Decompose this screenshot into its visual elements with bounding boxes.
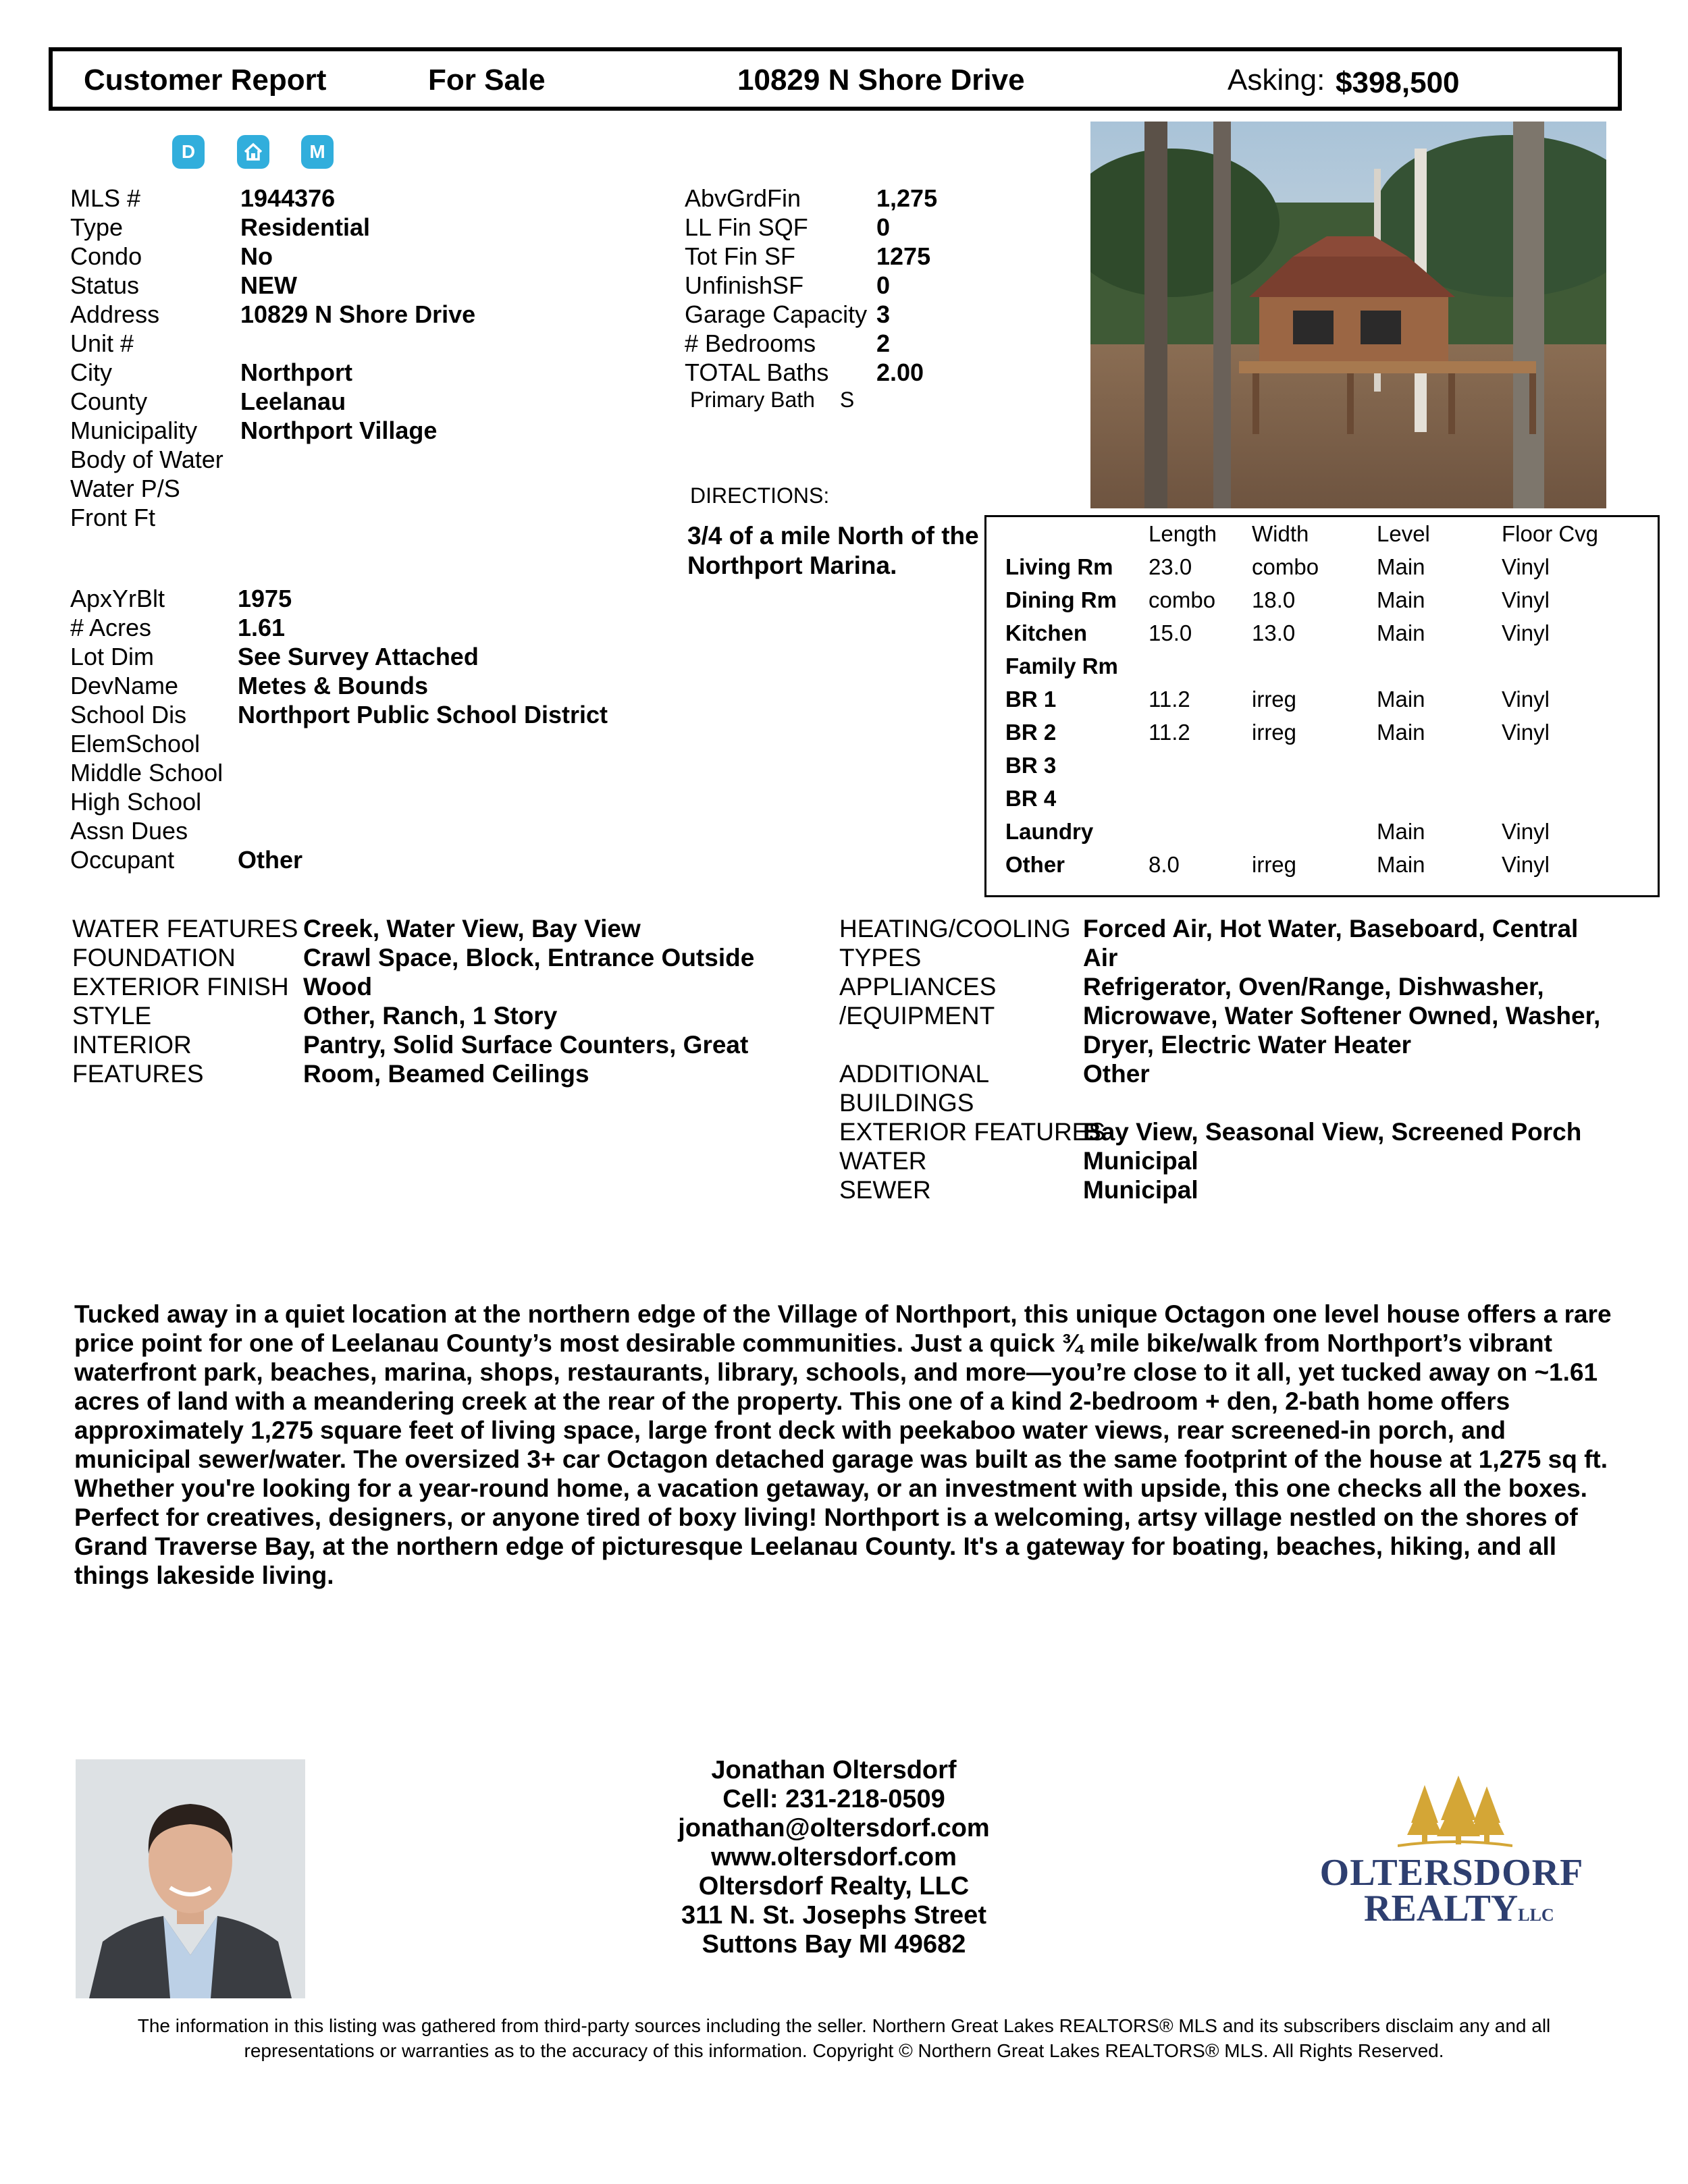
room-row	[986, 616, 1637, 649]
feature-label: APPLIANCES /EQUIPMENT	[839, 973, 997, 1030]
field-value: 0	[876, 271, 891, 299]
room-floor	[1502, 649, 1637, 683]
room-row	[986, 716, 1637, 749]
report-header	[49, 47, 1622, 111]
feature-value: Bay View, Seasonal View, Screened Porch	[1083, 1118, 1582, 1146]
field-value: 1275	[876, 242, 931, 270]
room-width	[1252, 649, 1377, 683]
field-value: 2	[876, 329, 891, 357]
field-value: 3	[876, 300, 891, 328]
room-row	[986, 848, 1637, 881]
field-value: NEW	[240, 271, 297, 299]
agent-website[interactable]: www.oltersdorf.com	[711, 1843, 957, 1871]
col-header: Level	[1377, 521, 1430, 546]
disclaimer-line-2: representations or warranties as to the accuracy of this information. Copyright © Northern Great Lakes REALTORS® MLS. All Rights Reserved.	[244, 2040, 1444, 2061]
room-floor: Vinyl	[1502, 719, 1550, 745]
room-floor	[1502, 749, 1637, 782]
agent-city: Suttons Bay MI 49682	[702, 1930, 966, 1959]
tree-icon	[1398, 1776, 1512, 1850]
feature-label: EXTERIOR FINISH	[72, 973, 289, 1001]
field-label: # Acres	[70, 614, 152, 641]
room-level	[1377, 749, 1502, 782]
directions-label: DIRECTIONS:	[690, 483, 830, 508]
field-label: ApxYrBlt	[70, 585, 165, 612]
room-length	[1149, 815, 1252, 848]
room-length	[1149, 749, 1252, 782]
features-left	[72, 914, 801, 1088]
field-value: 2.00	[876, 358, 924, 386]
field-value: 1.61	[238, 614, 286, 641]
company-logo	[1303, 1776, 1587, 1944]
field-label: UnfinishSF	[685, 271, 804, 299]
directions-text: 3/4 of a mile North of the Northport Marina.	[687, 522, 979, 579]
logo-llc: LLC	[1518, 1905, 1554, 1925]
room-name: BR 1	[1005, 686, 1057, 712]
field-value: Northport	[240, 358, 352, 386]
room-name: Kitchen	[1005, 620, 1088, 645]
agent-photo	[76, 1759, 305, 1998]
feature-value: Refrigerator, Oven/Range, Dishwasher, Microwave, Water Softener Owned, Washer, Dryer, Electric Water Heater	[1083, 973, 1601, 1059]
feature-label: INTERIOR FEATURES	[72, 1031, 204, 1088]
rooms-table	[984, 515, 1660, 897]
room-width: combo	[1252, 554, 1319, 579]
room-width: 13.0	[1252, 620, 1296, 645]
primary-bath-value: S	[839, 388, 855, 412]
room-length: 15.0	[1149, 620, 1192, 645]
field-value: 10829 N Shore Drive	[240, 300, 476, 328]
logo-line2	[1364, 1887, 1554, 1930]
col-header: Length	[1149, 521, 1217, 546]
room-floor: Vinyl	[1502, 851, 1550, 877]
field-label: Unit #	[70, 329, 134, 357]
room-length: 11.2	[1149, 686, 1190, 712]
feature-label: FOUNDATION	[72, 944, 236, 971]
room-name: Living Rm	[1005, 554, 1113, 579]
field-label: ElemSchool	[70, 730, 201, 757]
feature-value: Pantry, Solid Surface Counters, Great Room, Beamed Ceilings	[303, 1031, 749, 1088]
room-floor: Vinyl	[1502, 620, 1550, 645]
room-length: 23.0	[1149, 554, 1192, 579]
room-name: Laundry	[1005, 818, 1094, 844]
field-label: Municipality	[70, 417, 198, 444]
feature-value: Creek, Water View, Bay View	[303, 915, 641, 942]
field-label: Water P/S	[70, 475, 180, 502]
room-level	[1377, 649, 1502, 683]
room-row	[986, 782, 1637, 815]
room-name: BR 3	[1005, 752, 1057, 778]
header-address: 10829 N Shore Drive	[737, 63, 1025, 97]
room-width: irreg	[1252, 686, 1297, 712]
room-floor: Vinyl	[1502, 587, 1550, 612]
room-row	[986, 815, 1637, 848]
field-value: Northport Public School District	[238, 701, 608, 728]
m-badge[interactable]: M	[301, 135, 334, 169]
room-floor	[1502, 782, 1637, 815]
room-length: 11.2	[1149, 719, 1190, 745]
feature-label: ADDITIONAL BUILDINGS	[839, 1060, 988, 1117]
room-level: Main	[1377, 587, 1425, 612]
field-label: Body of Water	[70, 446, 223, 473]
room-level: Main	[1377, 851, 1425, 877]
room-name: Family Rm	[1005, 653, 1118, 678]
room-length	[1149, 649, 1252, 683]
disclaimer	[27, 2013, 1661, 2063]
field-label: County	[70, 388, 148, 415]
room-row	[986, 749, 1637, 782]
room-level: Main	[1377, 554, 1425, 579]
room-level: Main	[1377, 818, 1425, 844]
feature-label: WATER	[839, 1147, 927, 1175]
property-photo	[1090, 122, 1606, 508]
room-row	[986, 683, 1637, 716]
field-value: 0	[876, 213, 891, 241]
field-value: Northport Village	[240, 417, 438, 444]
agent-name: Jonathan Oltersdorf	[711, 1756, 957, 1784]
field-value: Other	[238, 846, 303, 874]
report-type: Customer Report	[84, 63, 327, 97]
field-label: Assn Dues	[70, 817, 188, 845]
room-floor: Vinyl	[1502, 686, 1550, 712]
agent-street: 311 N. St. Josephs Street	[681, 1901, 986, 1929]
listing-details-left-2	[70, 584, 678, 874]
room-name: BR 2	[1005, 719, 1057, 745]
room-length	[1149, 782, 1252, 815]
field-label: Type	[70, 213, 124, 241]
field-label: Garage Capacity	[685, 300, 868, 328]
room-length: 8.0	[1149, 851, 1180, 877]
field-value: 1944376	[240, 184, 336, 212]
field-label: Status	[70, 271, 140, 299]
field-label: Tot Fin SF	[685, 242, 796, 270]
field-label: Front Ft	[70, 504, 156, 531]
field-label: High School	[70, 788, 202, 816]
field-value: Leelanau	[240, 388, 346, 415]
logo-line1: OLTERSDORF	[1319, 1852, 1584, 1894]
field-label: AbvGrdFin	[685, 184, 801, 212]
disclaimer-line-1: The information in this listing was gathered from third-party sources including the seller. Northern Great Lakes REALTORS® MLS and its subscribers disclaim any and all	[137, 2015, 1551, 2036]
room-length: combo	[1149, 587, 1216, 612]
room-row	[986, 583, 1637, 616]
primary-bath-label: Primary Bath	[690, 388, 815, 412]
property-description: Tucked away in a quiet location at the northern edge of the Village of Northport, this unique Octagon one level house offers a rare price point for one of Leelanau County’s most desirable communities. Just a quick ¾ mile bike/walk from Northport’s vibrant waterfront park, beaches, marina, shops, restaurants, library, schools, and more—you’re close to it all, yet tucked away on ~1.61 acres of land with a meandering creek at the rear of the property. This one of a kind 2-bedroom + den, 2-bath home offers approximately 1,275 square feet of living space, large front deck with peekaboo water views, rear screened-in porch, and municipal sewer/water. The oversized 3+ car Octagon detached garage was built as the same footprint of the house at 1,275 sq ft. Whether you're looking for a year-round home, a vacation getaway, or an investment with upside, this one checks all the boxes. Perfect for creatives, designers, or anyone tired of boxy living! Northport is a welcoming, artsy village nestled on the shores of Grand Traverse Bay, at the northern edge of picturesque Leelanau County. It's a gateway for boating, beaches, hiking, and all things lakeside living.	[74, 1300, 1612, 1589]
agent-contact	[587, 1756, 1080, 1959]
field-label: Condo	[70, 242, 142, 270]
field-label: TOTAL Baths	[685, 358, 829, 386]
room-name: Dining Rm	[1005, 587, 1117, 612]
feature-label: EXTERIOR FEATURES	[839, 1118, 1106, 1146]
room-width	[1252, 815, 1377, 848]
listing-details-left	[70, 184, 651, 532]
field-value: 1,275	[876, 184, 938, 212]
field-value: 1975	[238, 585, 292, 612]
field-label: MLS #	[70, 184, 141, 212]
feature-value: Other, Ranch, 1 Story	[303, 1002, 558, 1030]
features-right	[839, 914, 1623, 1204]
feature-value: Other	[1083, 1060, 1150, 1088]
feature-value: Municipal	[1083, 1176, 1198, 1204]
room-level	[1377, 782, 1502, 815]
field-label: Address	[70, 300, 160, 328]
feature-label: WATER FEATURES	[72, 915, 298, 942]
room-floor: Vinyl	[1502, 818, 1550, 844]
room-width	[1252, 782, 1377, 815]
home-icon[interactable]	[237, 135, 269, 169]
agent-email[interactable]: jonathan@oltersdorf.com	[678, 1814, 990, 1842]
room-name: Other	[1005, 851, 1065, 877]
field-label: Occupant	[70, 846, 175, 874]
room-name: BR 4	[1005, 785, 1057, 811]
field-label: LL Fin SQF	[685, 213, 808, 241]
asking-label: Asking:	[1228, 63, 1325, 97]
room-width: 18.0	[1252, 587, 1296, 612]
feature-value: Crawl Space, Block, Entrance Outside	[303, 944, 755, 971]
logo-realty: REALTY	[1364, 1888, 1519, 1929]
feature-value: Wood	[303, 973, 373, 1001]
room-floor: Vinyl	[1502, 554, 1550, 579]
field-value: Residential	[240, 213, 371, 241]
feature-value: Municipal	[1083, 1147, 1198, 1175]
col-header: Width	[1252, 521, 1309, 546]
feature-label: HEATING/COOLING TYPES	[839, 915, 1071, 971]
field-value: No	[240, 242, 273, 270]
field-label: DevName	[70, 672, 179, 699]
agent-cell[interactable]: Cell: 231-218-0509	[722, 1785, 945, 1813]
feature-label: SEWER	[839, 1176, 931, 1204]
field-label: Middle School	[70, 759, 223, 787]
room-width	[1252, 749, 1377, 782]
col-header: Floor Cvg	[1502, 521, 1599, 546]
field-value: See Survey Attached	[238, 643, 479, 670]
primary-bath	[690, 388, 854, 412]
room-width: irreg	[1252, 719, 1297, 745]
room-level: Main	[1377, 686, 1425, 712]
agent-company: Oltersdorf Realty, LLC	[698, 1872, 970, 1900]
feature-value: Forced Air, Hot Water, Baseboard, Central Air	[1083, 915, 1579, 971]
field-label: School Dis	[70, 701, 187, 728]
field-label: # Bedrooms	[685, 329, 816, 357]
listing-status: For Sale	[428, 63, 546, 97]
field-value: Metes & Bounds	[238, 672, 429, 699]
d-badge[interactable]: D	[172, 135, 205, 169]
room-row	[986, 550, 1637, 583]
field-label: Lot Dim	[70, 643, 155, 670]
room-row	[986, 649, 1637, 683]
field-label: City	[70, 358, 112, 386]
room-width: irreg	[1252, 851, 1297, 877]
feature-label: STYLE	[72, 1002, 152, 1030]
listing-details-middle	[685, 184, 1076, 387]
room-level: Main	[1377, 620, 1425, 645]
asking-price: $398,500	[1336, 66, 1460, 99]
room-level: Main	[1377, 719, 1425, 745]
